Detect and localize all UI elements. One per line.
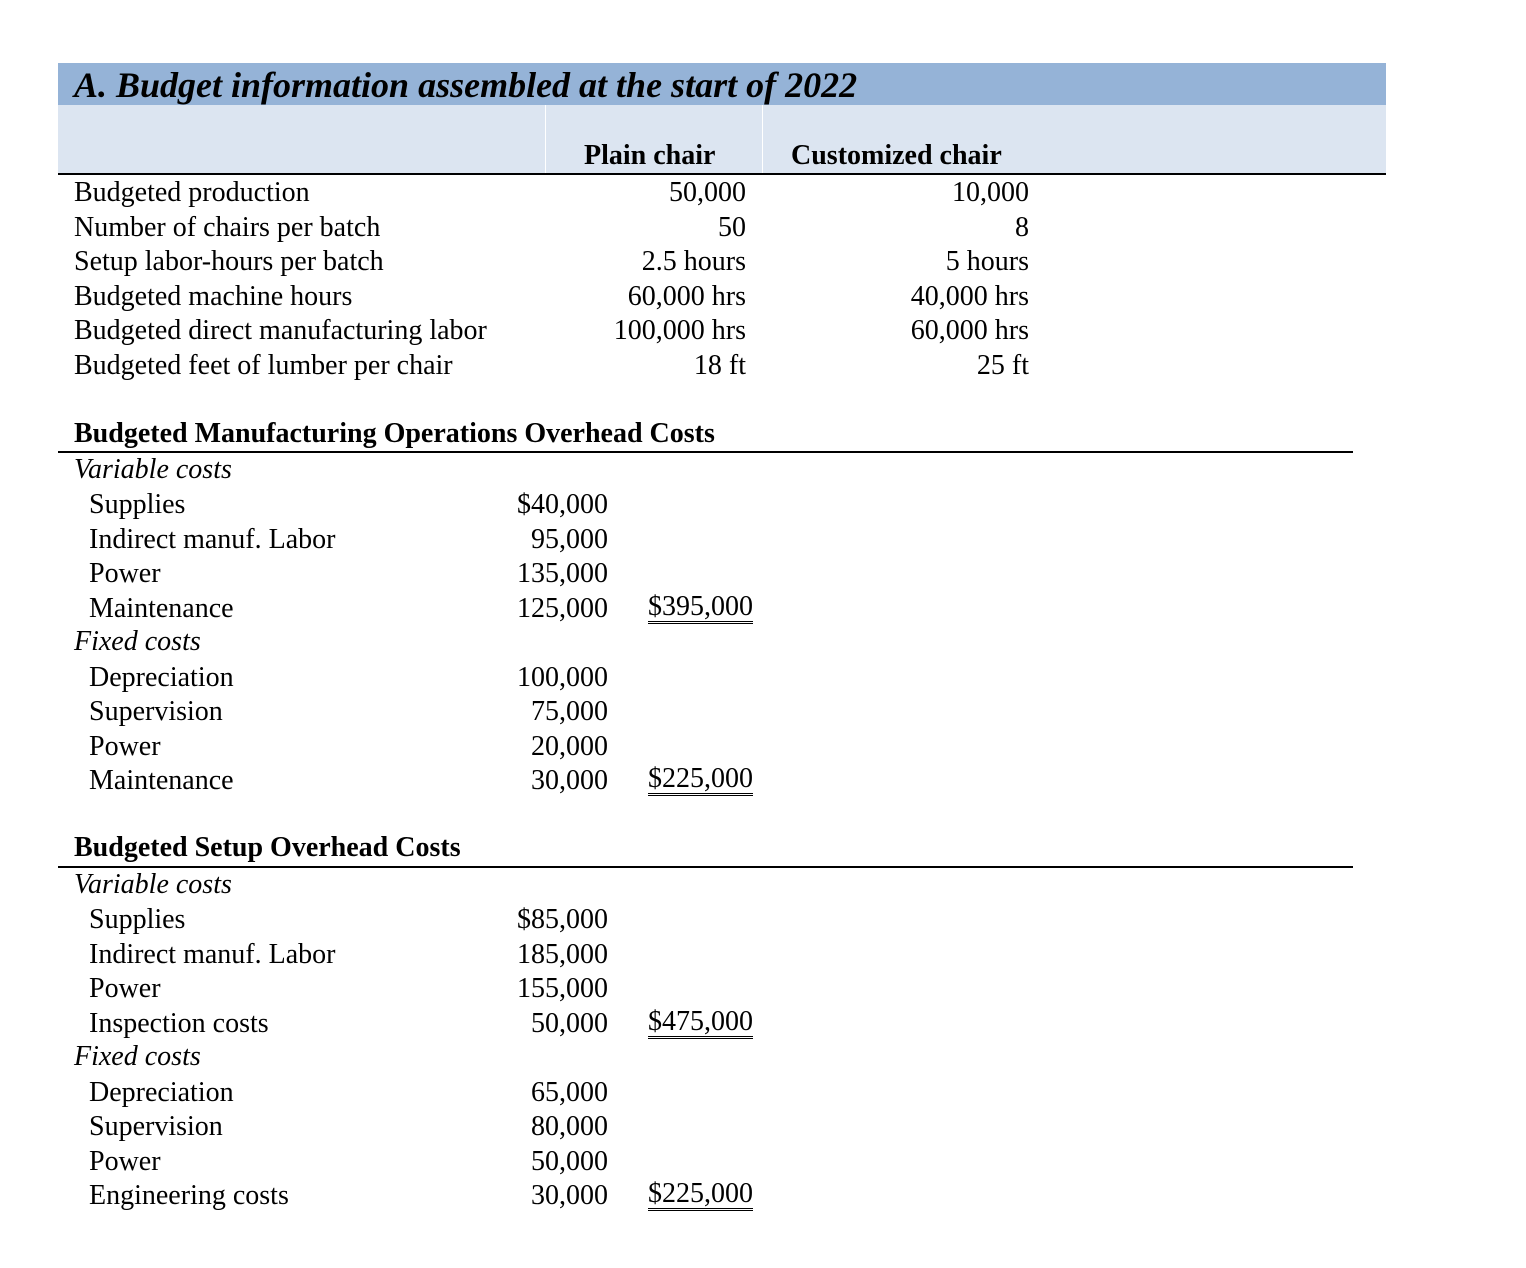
mfg-variable-label: Variable costs (74, 454, 232, 485)
column-header-custom: Customized chair (791, 140, 1002, 171)
setup-section-rule (58, 866, 1353, 868)
cost-item-label: Maintenance (89, 593, 234, 624)
budget-row-plain: 100,000 hrs (613, 315, 746, 346)
mfg-section-rule (58, 451, 1353, 453)
setup-variable-label: Variable costs (74, 869, 232, 900)
budget-row-label: Budgeted direct manufacturing labor (74, 315, 487, 346)
budget-row-custom: 60,000 hrs (910, 315, 1029, 346)
column-separator (545, 105, 546, 173)
cost-item-label: Depreciation (89, 1077, 234, 1108)
cost-item-amount: $40,000 (517, 489, 608, 520)
cost-item-amount: 155,000 (517, 973, 608, 1004)
setup-section-title: Budgeted Setup Overhead Costs (74, 832, 461, 863)
cost-item-label: Supplies (89, 904, 186, 935)
budget-row-custom: 5 hours (945, 246, 1029, 277)
budget-row-plain: 18 ft (693, 350, 746, 381)
cost-item-label: Maintenance (89, 765, 234, 796)
cost-item-amount: 185,000 (517, 939, 608, 970)
setup-fixed-total: $225,000 (648, 1178, 753, 1209)
cost-item-label: Indirect manuf. Labor (89, 524, 336, 555)
budget-row-label: Number of chairs per batch (74, 212, 381, 243)
budget-row-custom: 10,000 (952, 177, 1029, 208)
cost-item-amount: $85,000 (517, 904, 608, 935)
page-title: A. Budget information assembled at the start of 2022 (74, 65, 858, 105)
mfg-variable-total: $395,000 (648, 591, 753, 622)
cost-item-amount: 75,000 (531, 696, 608, 727)
cost-item-label: Depreciation (89, 662, 234, 693)
column-separator (762, 105, 763, 173)
cost-item-amount: 20,000 (531, 731, 608, 762)
cost-item-label: Supervision (89, 696, 223, 727)
cost-item-label: Power (89, 973, 161, 1004)
cost-item-amount: 50,000 (531, 1146, 608, 1177)
mfg-fixed-label: Fixed costs (74, 626, 201, 657)
cost-item-label: Power (89, 558, 161, 589)
column-header-plain: Plain chair (584, 140, 716, 171)
cost-item-label: Supervision (89, 1111, 223, 1142)
budget-row-custom: 40,000 hrs (910, 281, 1029, 312)
cost-item-label: Power (89, 731, 161, 762)
budget-row-label: Budgeted production (74, 177, 310, 208)
setup-variable-total: $475,000 (648, 1006, 753, 1037)
budget-row-plain: 60,000 hrs (627, 281, 746, 312)
cost-item-amount: 30,000 (531, 765, 608, 796)
budget-row-plain: 2.5 hours (641, 246, 746, 277)
mfg-section-title: Budgeted Manufacturing Operations Overhead Costs (74, 418, 715, 449)
budget-row-custom: 25 ft (976, 350, 1029, 381)
mfg-fixed-total: $225,000 (648, 763, 753, 794)
budget-row-plain: 50,000 (669, 177, 746, 208)
cost-item-amount: 65,000 (531, 1077, 608, 1108)
cost-item-amount: 125,000 (517, 593, 608, 624)
setup-fixed-label: Fixed costs (74, 1041, 201, 1072)
cost-item-label: Engineering costs (89, 1180, 289, 1211)
cost-item-amount: 30,000 (531, 1180, 608, 1211)
budget-row-label: Budgeted feet of lumber per chair (74, 350, 453, 381)
cost-item-label: Supplies (89, 489, 186, 520)
cost-item-amount: 135,000 (517, 558, 608, 589)
budget-row-label: Budgeted machine hours (74, 281, 353, 312)
cost-item-amount: 80,000 (531, 1111, 608, 1142)
cost-item-amount: 100,000 (517, 662, 608, 693)
cost-item-label: Inspection costs (89, 1008, 269, 1039)
budget-row-custom: 8 (1015, 212, 1029, 243)
header-rule (58, 173, 1386, 175)
cost-item-label: Power (89, 1146, 161, 1177)
budget-row-plain: 50 (718, 212, 746, 243)
column-header-band (58, 105, 1386, 173)
cost-item-amount: 50,000 (531, 1008, 608, 1039)
cost-item-amount: 95,000 (531, 524, 608, 555)
cost-item-label: Indirect manuf. Labor (89, 939, 336, 970)
budget-row-label: Setup labor-hours per batch (74, 246, 384, 277)
